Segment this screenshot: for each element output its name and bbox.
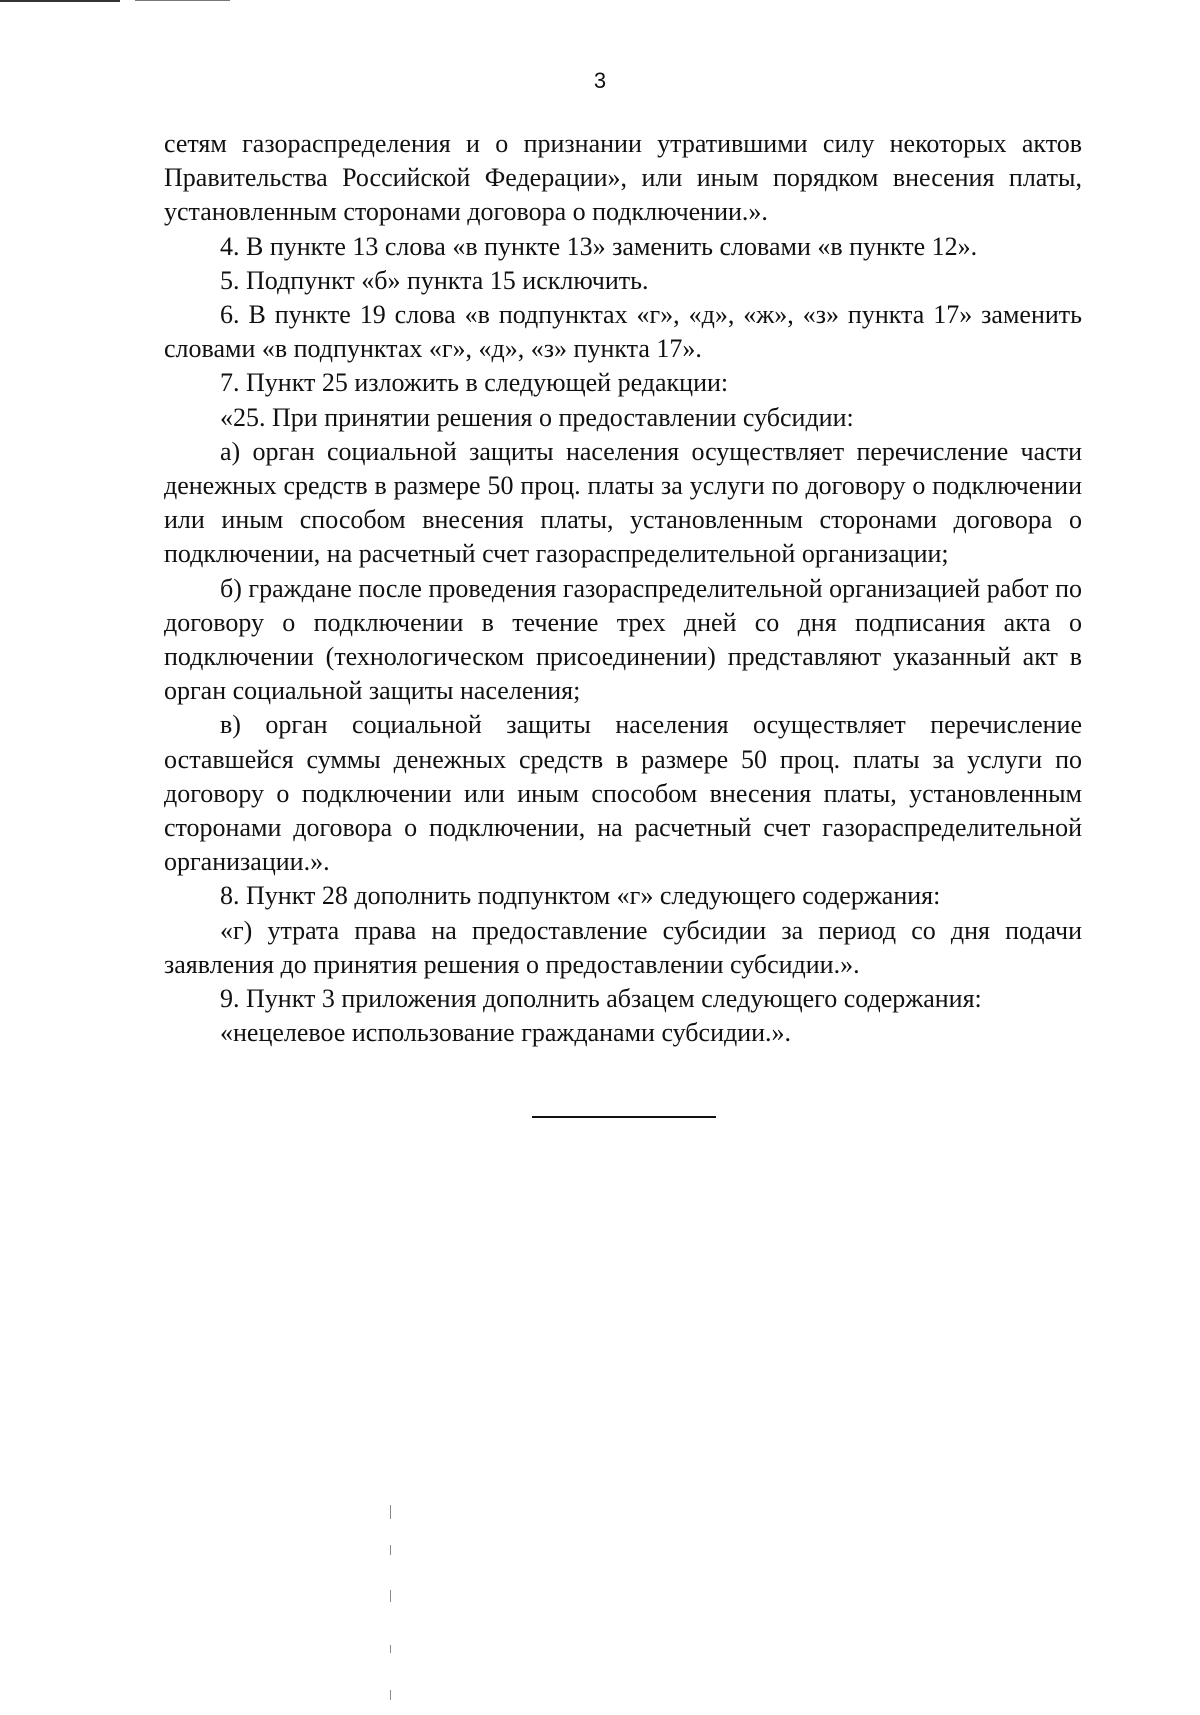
paragraph-item-5: 5. Подпункт «б» пункта 15 исключить. (220, 265, 649, 295)
paragraph-item-7: 7. Пункт 25 изложить в следующей редакции: (220, 368, 729, 398)
paragraph-subclause-a: а) орган социальной защиты населения осуществляет перечисление части денежных средств в размере 50 проц. платы за услуги по договору о подключении или иным способом внесения платы, установленным сторонами договора о подключении, на расчетный счет газораспределительной организации; (164, 436, 1082, 569)
paragraph-item-8: 8. Пункт 28 дополнить подпунктом «г» следующего содержания: (220, 881, 941, 911)
paragraph-item-6: 6. В пункте 19 слова «в подпунктах «г», «д», «ж», «з» пункта 17» заменить словами «в подпунктах «г», «д», «з» пункта 17». (164, 300, 1082, 364)
scan-edge-mark (0, 0, 120, 2)
scan-speck (390, 1545, 391, 1555)
paragraph-item-4: 4. В пункте 13 слова «в пункте 13» заменить словами «в пункте 12». (220, 231, 978, 261)
paragraph-item-9: 9. Пункт 3 приложения дополнить абзацем следующего содержания: (220, 984, 982, 1014)
paragraph-continuation: сетям газораспределения и о признании утратившими силу некоторых актов Правительства Российской Федерации», или иным порядком внесения платы, установленным сторонами договора о подключении.». (164, 129, 1082, 227)
scan-speck (390, 1590, 391, 1602)
end-of-text-rule (532, 1116, 716, 1118)
scan-speck (390, 1645, 391, 1653)
scan-speck (390, 1690, 391, 1700)
paragraph-subclause-b: б) граждане после проведения газораспределительной организацией работ по договору о подключении в течение трех дней со дня подписания акта о подключении (технологическом присоединении) представляют указанный акт в орган социальной защиты населения; (164, 573, 1082, 706)
paragraph-clause-25: «25. При принятии решения о предоставлении субсидии: (220, 402, 854, 432)
document-body (164, 127, 1082, 1050)
scan-speck (390, 1505, 391, 1519)
paragraph-subclause-v: в) орган социальной защиты населения осуществляет перечисление оставшейся суммы денежных средств в размере 50 проц. платы за услуги по договору о подключении или иным способом внесения платы, установленным сторонами договора о подключении, на расчетный счет газораспределительной организации.». (164, 710, 1082, 877)
paragraph-quoted-addition: «нецелевое использование гражданами субсидии.». (220, 1018, 792, 1048)
paragraph-subclause-g: «г) утрата права на предоставление субсидии за период со дня подачи заявления до принятия решения о предоставлении субсидии.». (164, 915, 1082, 979)
scan-edge-mark (135, 0, 230, 1)
page-number: 3 (593, 68, 607, 93)
